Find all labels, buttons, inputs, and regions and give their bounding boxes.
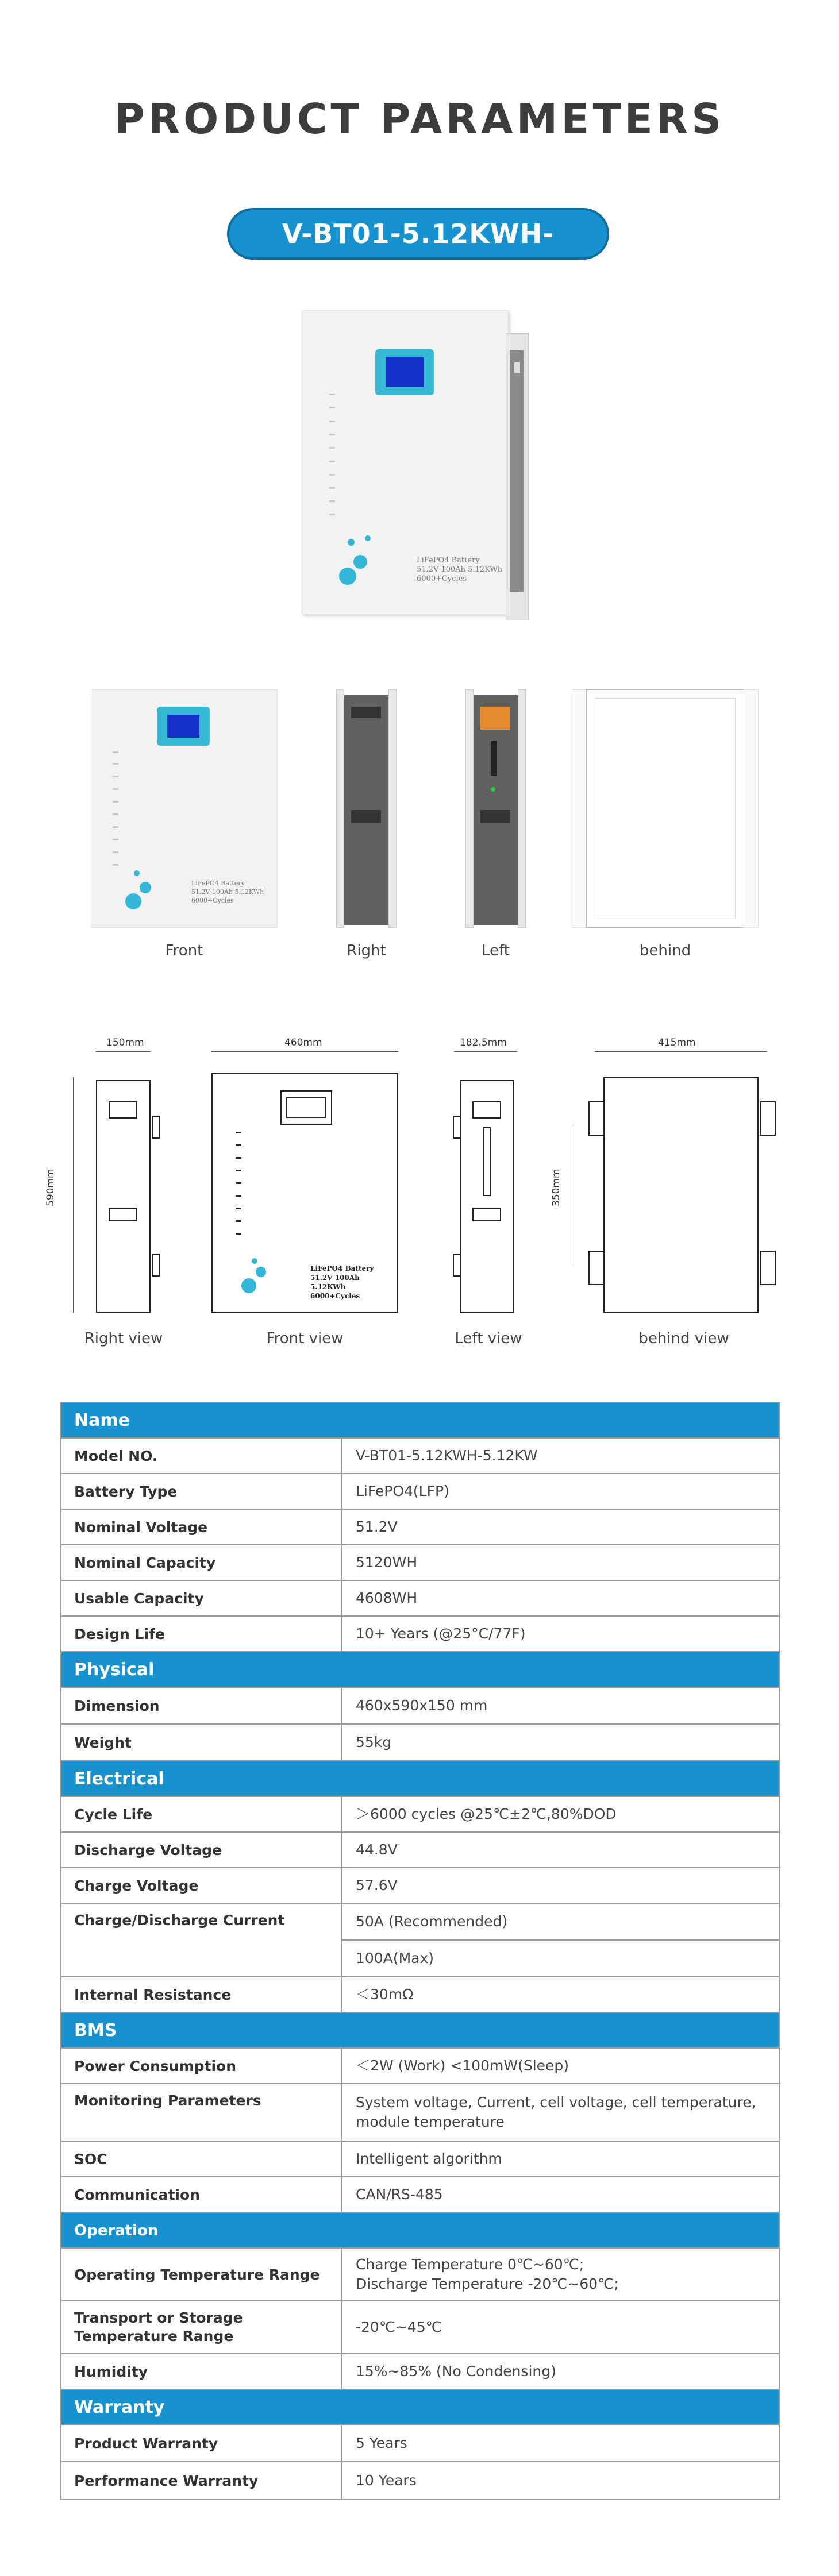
row-label: Humidity [61,2354,342,2389]
right-view-drawing [96,1080,151,1313]
row-label: Communication [61,2177,342,2212]
row-label: Dimension [61,1688,342,1723]
section-name: Name [61,1403,779,1439]
row-value: 10 Years [356,2472,417,2489]
table-row [61,1617,779,1652]
hex-logo-icon [339,568,356,585]
row-label: Monitoring Parameters [61,2084,342,2141]
caption-right: Right [347,942,386,959]
row-label-line: Temperature Range [74,2328,234,2344]
dim-182: 182.5mm [460,1037,507,1048]
dim-150: 150mm [106,1037,144,1048]
table-row [61,1868,779,1904]
table-row [61,1474,779,1510]
table-row [61,2249,779,2301]
table-row [61,1581,779,1617]
row-value: 100A(Max) [356,1950,434,1966]
row-label: Usable Capacity [61,1581,342,1615]
row-value: -20℃~45℃ [356,2319,442,2335]
left-view-image [465,689,526,928]
row-label: SOC [61,2142,342,2176]
table-row [61,2425,779,2462]
table-row [61,1833,779,1868]
row-label: Power Consumption [61,2049,342,2083]
row-value: 55kg [356,1734,392,1750]
row-label: Battery Type [61,1474,342,1509]
front-view-image [91,689,278,928]
table-row [61,1545,779,1581]
row-label: Product Warranty [61,2425,342,2461]
table-row [61,2049,779,2084]
row-label-line: Transport or Storage [74,2309,243,2326]
row-value: LiFePO4(LFP) [356,1483,449,1499]
row-label: Discharge Voltage [61,1833,342,1867]
section-physical: Physical [61,1652,779,1688]
row-label: Nominal Capacity [61,1545,342,1580]
row-value: 50A (Recommended) [342,1904,779,1941]
front-label-line3: 6000+Cycles [191,897,234,904]
row-value: 15%~85% (No Condensing) [356,2363,556,2380]
label-line3: 6000+Cycles [417,574,467,583]
table-row [61,1510,779,1545]
label-line1: LiFePO4 Battery [417,556,480,565]
row-value: ＜2W (Work) <100mW(Sleep) [356,2057,569,2074]
dim-590: 590mm [45,1169,56,1206]
table-row [61,2354,779,2390]
row-value: 4608WH [356,1590,418,1606]
page-title: PRODUCT PARAMETERS [114,95,725,143]
table-row [61,1904,779,1977]
row-value: System voltage, Current, cell voltage, cell temperature, module temperature [356,2094,756,2130]
caption-right-view: Right view [84,1330,163,1347]
row-value: 51.2V [356,1518,398,1535]
row-value: 44.8V [356,1841,398,1858]
row-value: 57.6V [356,1877,398,1894]
table-row [61,2462,779,2499]
row-value-line: Charge Temperature 0℃~60℃; [356,2256,584,2273]
row-value-line: Discharge Temperature -20℃~60℃; [356,2276,619,2292]
section-bms: BMS [61,2013,779,2049]
row-label: Performance Warranty [61,2462,342,2499]
table-row [61,1797,779,1833]
table-row [61,1977,779,2013]
row-value: CAN/RS-485 [356,2186,443,2203]
row-value: 10+ Years (@25°C/77F) [356,1625,526,1642]
row-label: Operating Temperature Range [61,2249,342,2300]
behind-view-drawing [603,1077,759,1313]
table-row [61,2142,779,2177]
section-operation: Operation [61,2213,779,2249]
battery-hero-image [302,310,537,623]
row-label: Model NO. [61,1439,342,1473]
behind-view-image [572,689,759,928]
label-line2: 51.2V 100Ah 5.12KWh [417,565,503,574]
dim-460: 460mm [284,1037,322,1048]
row-label: Nominal Voltage [61,1510,342,1544]
left-view-drawing [460,1080,514,1313]
row-label: Weight [61,1725,342,1760]
table-row [61,2301,779,2354]
row-value: 5120WH [356,1554,418,1571]
spec-table [60,1402,780,2500]
row-value: ＞6000 cycles @25℃±2℃,80%DOD [356,1806,617,1822]
section-electrical: Electrical [61,1761,779,1797]
row-label: Charge Voltage [61,1868,342,1903]
row-label: Internal Resistance [61,1977,342,2012]
dim-415: 415mm [658,1037,696,1048]
row-value: Intelligent algorithm [356,2150,502,2167]
draw-label-line1: LiFePO4 Battery [310,1264,374,1272]
row-value: 5 Years [356,2435,407,2451]
row-value: 460x590x150 mm [356,1697,488,1714]
caption-behind: behind [639,942,691,959]
front-label-line1: LiFePO4 Battery [191,880,245,887]
dim-350: 350mm [551,1169,562,1206]
section-warranty: Warranty [61,2390,779,2425]
row-label: Design Life [61,1617,342,1651]
table-row [61,2177,779,2213]
front-view-drawing [211,1073,398,1313]
caption-behind-view: behind view [638,1330,729,1347]
caption-front: Front [165,942,203,959]
front-label-line2: 51.2V 100Ah 5.12KWh [191,888,264,896]
draw-label-line2: 51.2V 100Ah 5.12KWh [310,1274,360,1291]
row-value [342,2249,779,2300]
row-value: ＜30mΩ [356,1986,414,2003]
caption-front-view: Front view [266,1330,344,1347]
model-badge: V-BT01-5.12KWH-5.12KW [227,208,609,260]
table-row [61,1688,779,1725]
draw-label-line3: 6000+Cycles [310,1292,360,1300]
table-row [61,2084,779,2142]
table-row [61,1439,779,1474]
caption-left-view: Left view [455,1330,522,1347]
table-row [61,1725,779,1761]
row-label [61,2301,342,2353]
caption-left: Left [482,942,510,959]
row-label: Charge/Discharge Current [61,1904,342,1976]
right-view-image [336,689,397,928]
row-label: Cycle Life [61,1797,342,1831]
row-value: V-BT01-5.12KWH-5.12KW [356,1447,538,1464]
